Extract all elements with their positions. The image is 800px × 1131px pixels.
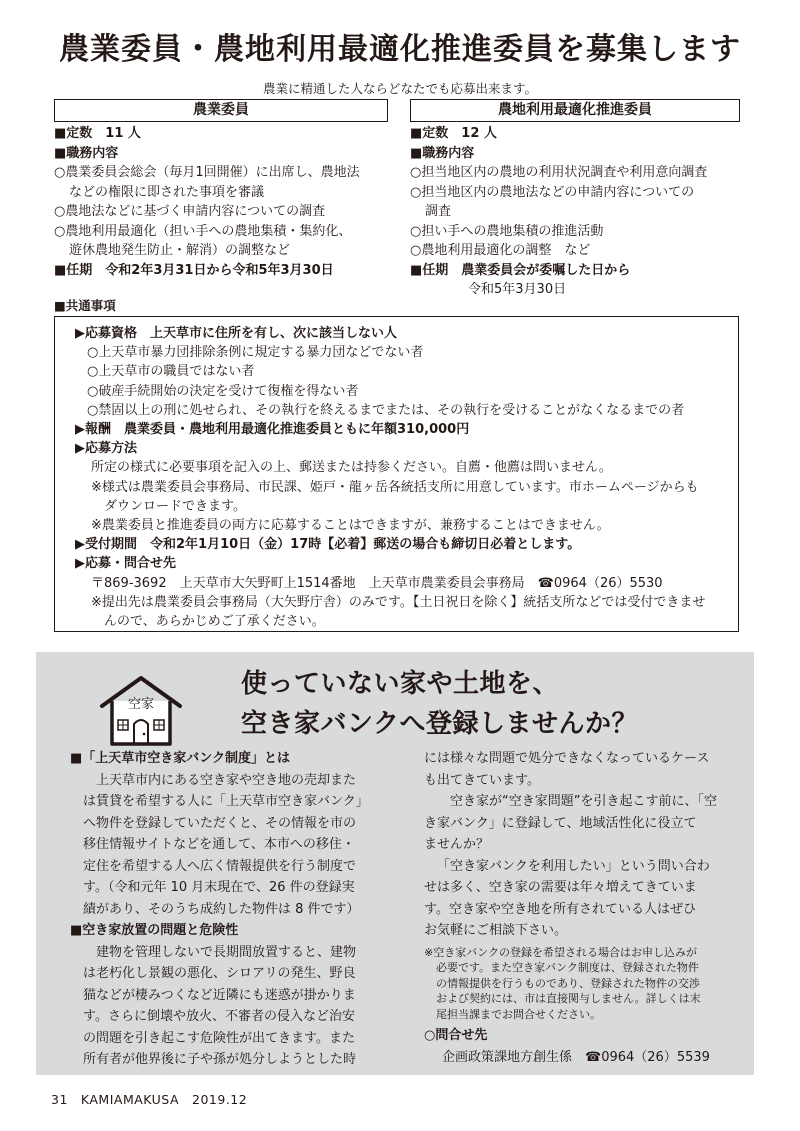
page-footer: 31 KAMIAMAKUSA 2019.12: [51, 1092, 248, 1107]
left-term: ■任期 令和2年3月31日から令和5年3月30日: [54, 262, 334, 278]
akiya-contact-line: 企画政策課地方創生係 ☎0964（26）5539: [442, 1049, 710, 1065]
akiya-left-line: 建物を管理しないで長期間放置すると、建物: [96, 944, 357, 960]
akiya-right-line: には様々な問題で処分できなくなっているケース: [424, 751, 710, 766]
akiya-title: [241, 664, 638, 744]
left-line: などの権限に即された事項を審議: [69, 184, 265, 200]
common-eligibility: ▶応募資格 上天草市に住所を有し、次に該当しない人: [75, 326, 397, 341]
left-duties-heading: ■職務内容: [54, 145, 119, 161]
common-line: ※様式は農業委員会事務局、市民課、姫戸・龍ヶ岳各統括支所に用意しています。市ホームページからも: [91, 479, 699, 495]
akiya-left-column: [70, 748, 369, 1071]
akiya-left-line: は老朽化し景観の悪化、シロアリの発生、野良: [83, 966, 356, 981]
right-duties-heading: ■職務内容: [410, 145, 475, 161]
akiya-note-line: および契約には、市は直接関与しません。詳しくは末: [436, 992, 701, 1005]
akiya-left-line: 移住情報サイトなどを通して、本市への移住・: [83, 837, 355, 852]
common-line: ○禁固以上の刑に処せられ、その執行を終えるまでまたは、その執行を受けることがなくなるまでの者: [87, 402, 685, 418]
common-line: ダウンロードできます。: [104, 498, 246, 514]
akiya-left-line: す。（令和元年 10 月末現在で、26 件の登録実: [83, 880, 355, 895]
common-label: ■共通事項: [54, 298, 116, 313]
common-line: 所定の様式に必要事項を記入の上、郵送または持参ください。自薦・他薦は問いません。: [91, 460, 612, 476]
akiya-right-line: き家バンク」に登録して、地域活性化に役立て: [424, 815, 697, 831]
right-line: ○農地利用最適化の調整 など: [410, 243, 591, 258]
akiya-right-line: ませんか？: [424, 837, 490, 852]
akiya-right-line: せは多く、空き家の需要は年々増えてきていま: [424, 880, 697, 895]
right-line: ○担当地区内の農地法などの申請内容についての: [410, 184, 695, 200]
house-label: 空家: [127, 697, 155, 712]
common-method-heading: ▶応募方法: [75, 441, 137, 457]
left-column-header: 農業委員: [54, 99, 388, 122]
akiya-right-line: も出てきています。: [424, 772, 540, 788]
left-line: ○農業委員会総会（毎月1回開催）に出席し、農地法: [54, 165, 360, 180]
akiya-right-line: お気軽にご相談下さい。: [424, 923, 568, 938]
akiya-title-line1: 使っていない家や土地を、: [241, 669, 560, 699]
akiya-bank-section: [36, 652, 754, 1075]
common-line: ※提出先は農業委員会事務局（大矢野庁舎）のみです。【土日祝日を除く】統括支所などでは受付できませ: [91, 594, 706, 610]
akiya-contact-label: ○問合せ先: [424, 1028, 488, 1043]
left-line: ○農地法などに基づく申請内容についての調査: [54, 204, 326, 219]
common-line: ○上天草市暴力団排除条例に規定する暴力団などでない者: [87, 345, 424, 361]
akiya-left-line: 績があり、そのうち成約した物件は 8 件です）: [83, 901, 360, 917]
page-title: 農業委員・農地利用最適化推進委員を募集します: [59, 32, 741, 67]
left-line: ○農地利用最適化（担い手への農地集積・集約化、: [54, 223, 352, 239]
akiya-left-line: 猫などが棲みつくなど近隣にも迷惑が掛かりま: [83, 987, 356, 1003]
common-line: ※農業委員と推進委員の両方に応募することはできますが、兼務することはできません。: [91, 518, 610, 534]
right-term: ■任期 農業委員会が委嘱した日から: [410, 262, 631, 278]
akiya-note-line: の情報提供を行うものであり、登録された物件の交渉: [436, 976, 700, 990]
akiya-left-line: 所有者が他界後に子や孫が処分しようとした時: [83, 1052, 357, 1067]
subtitle: 農業に精通した人ならどなたでも応募出来ます。: [262, 81, 537, 96]
right-line: ○担い手への農地集積の推進活動: [410, 223, 604, 239]
akiya-left-line: の問題を引き起こす危険性が出てきます。また: [83, 1030, 355, 1046]
akiya-left-line: す。さらに倒壊や放火、不審者の侵入など治安: [83, 1009, 355, 1024]
common-contact-heading: ▶応募・問合せ先: [75, 556, 176, 572]
house-icon: [98, 672, 184, 748]
right-line: 調査: [425, 204, 452, 219]
common-line: んので、あらかじめご了承ください。: [104, 614, 325, 630]
akiya-right-line: 空き家が“空き家問題”を引き起こす前に、「空: [450, 794, 717, 809]
common-line: ○上天草市の職員ではない者: [87, 364, 255, 380]
akiya-right-line: 「空き家バンクを利用したい」という問い合わ: [437, 858, 710, 874]
akiya-left-heading: ■空き家放置の問題と危険性: [70, 923, 239, 938]
akiya-left-line: 定住を希望する人へ広く情報提供を行う制度で: [83, 858, 357, 874]
akiya-left-line: は賃貸を希望する人に「上天草市空き家バンク」: [83, 794, 369, 809]
akiya-left-line: 上天草市内にある空き家や空き地の売却また: [96, 772, 357, 788]
akiya-left-heading: ■「上天草市空き家バンク制度」とは: [70, 751, 291, 766]
common-period: ▶受付期間 令和2年1月10日（金）17時【必着】郵送の場合も締切日必着とします。: [75, 537, 581, 553]
akiya-title-line2: 空き家バンクへ登録しませんか？: [241, 709, 638, 739]
right-term-cont: 令和5年3月30日: [468, 282, 567, 297]
right-column: [410, 124, 707, 300]
common-salary: ▶報酬 農業委員・農地利用最適化推進委員ともに年額310,000円: [75, 422, 470, 438]
left-column: [54, 124, 360, 280]
akiya-note-line: 尾担当課までお問合せください。: [436, 1007, 601, 1021]
akiya-note-line: ※空き家バンクの登録を希望される場合はお申し込みが: [424, 945, 697, 959]
right-teisu: ■定数 12 人: [410, 126, 497, 141]
akiya-note-line: 必要です。また空き家バンク制度は、登録された物件: [436, 961, 699, 974]
common-line: ○破産手続開始の決定を受けて復権を得ない者: [87, 383, 359, 399]
akiya-right-line: す。空き家や空き地を所有されている人はぜひ: [424, 901, 696, 917]
right-line: ○担当地区内の農地の利用状況調査や利用意向調査: [410, 165, 708, 180]
common-box: [54, 316, 739, 632]
left-teisu: ■定数 11 人: [54, 126, 141, 141]
left-line: 遊休農地発生防止・解消）の調整など: [69, 243, 291, 258]
common-address: 〒869-3692 上天草市大矢野町上1514番地 上天草市農業委員会事務局 ☎0964（26）5530: [91, 575, 663, 591]
right-column-header: 農地利用最適化推進委員: [410, 99, 740, 122]
akiya-right-column: [424, 748, 717, 1068]
akiya-left-line: へ物件を登録していただくと、その情報を市の: [83, 815, 357, 831]
